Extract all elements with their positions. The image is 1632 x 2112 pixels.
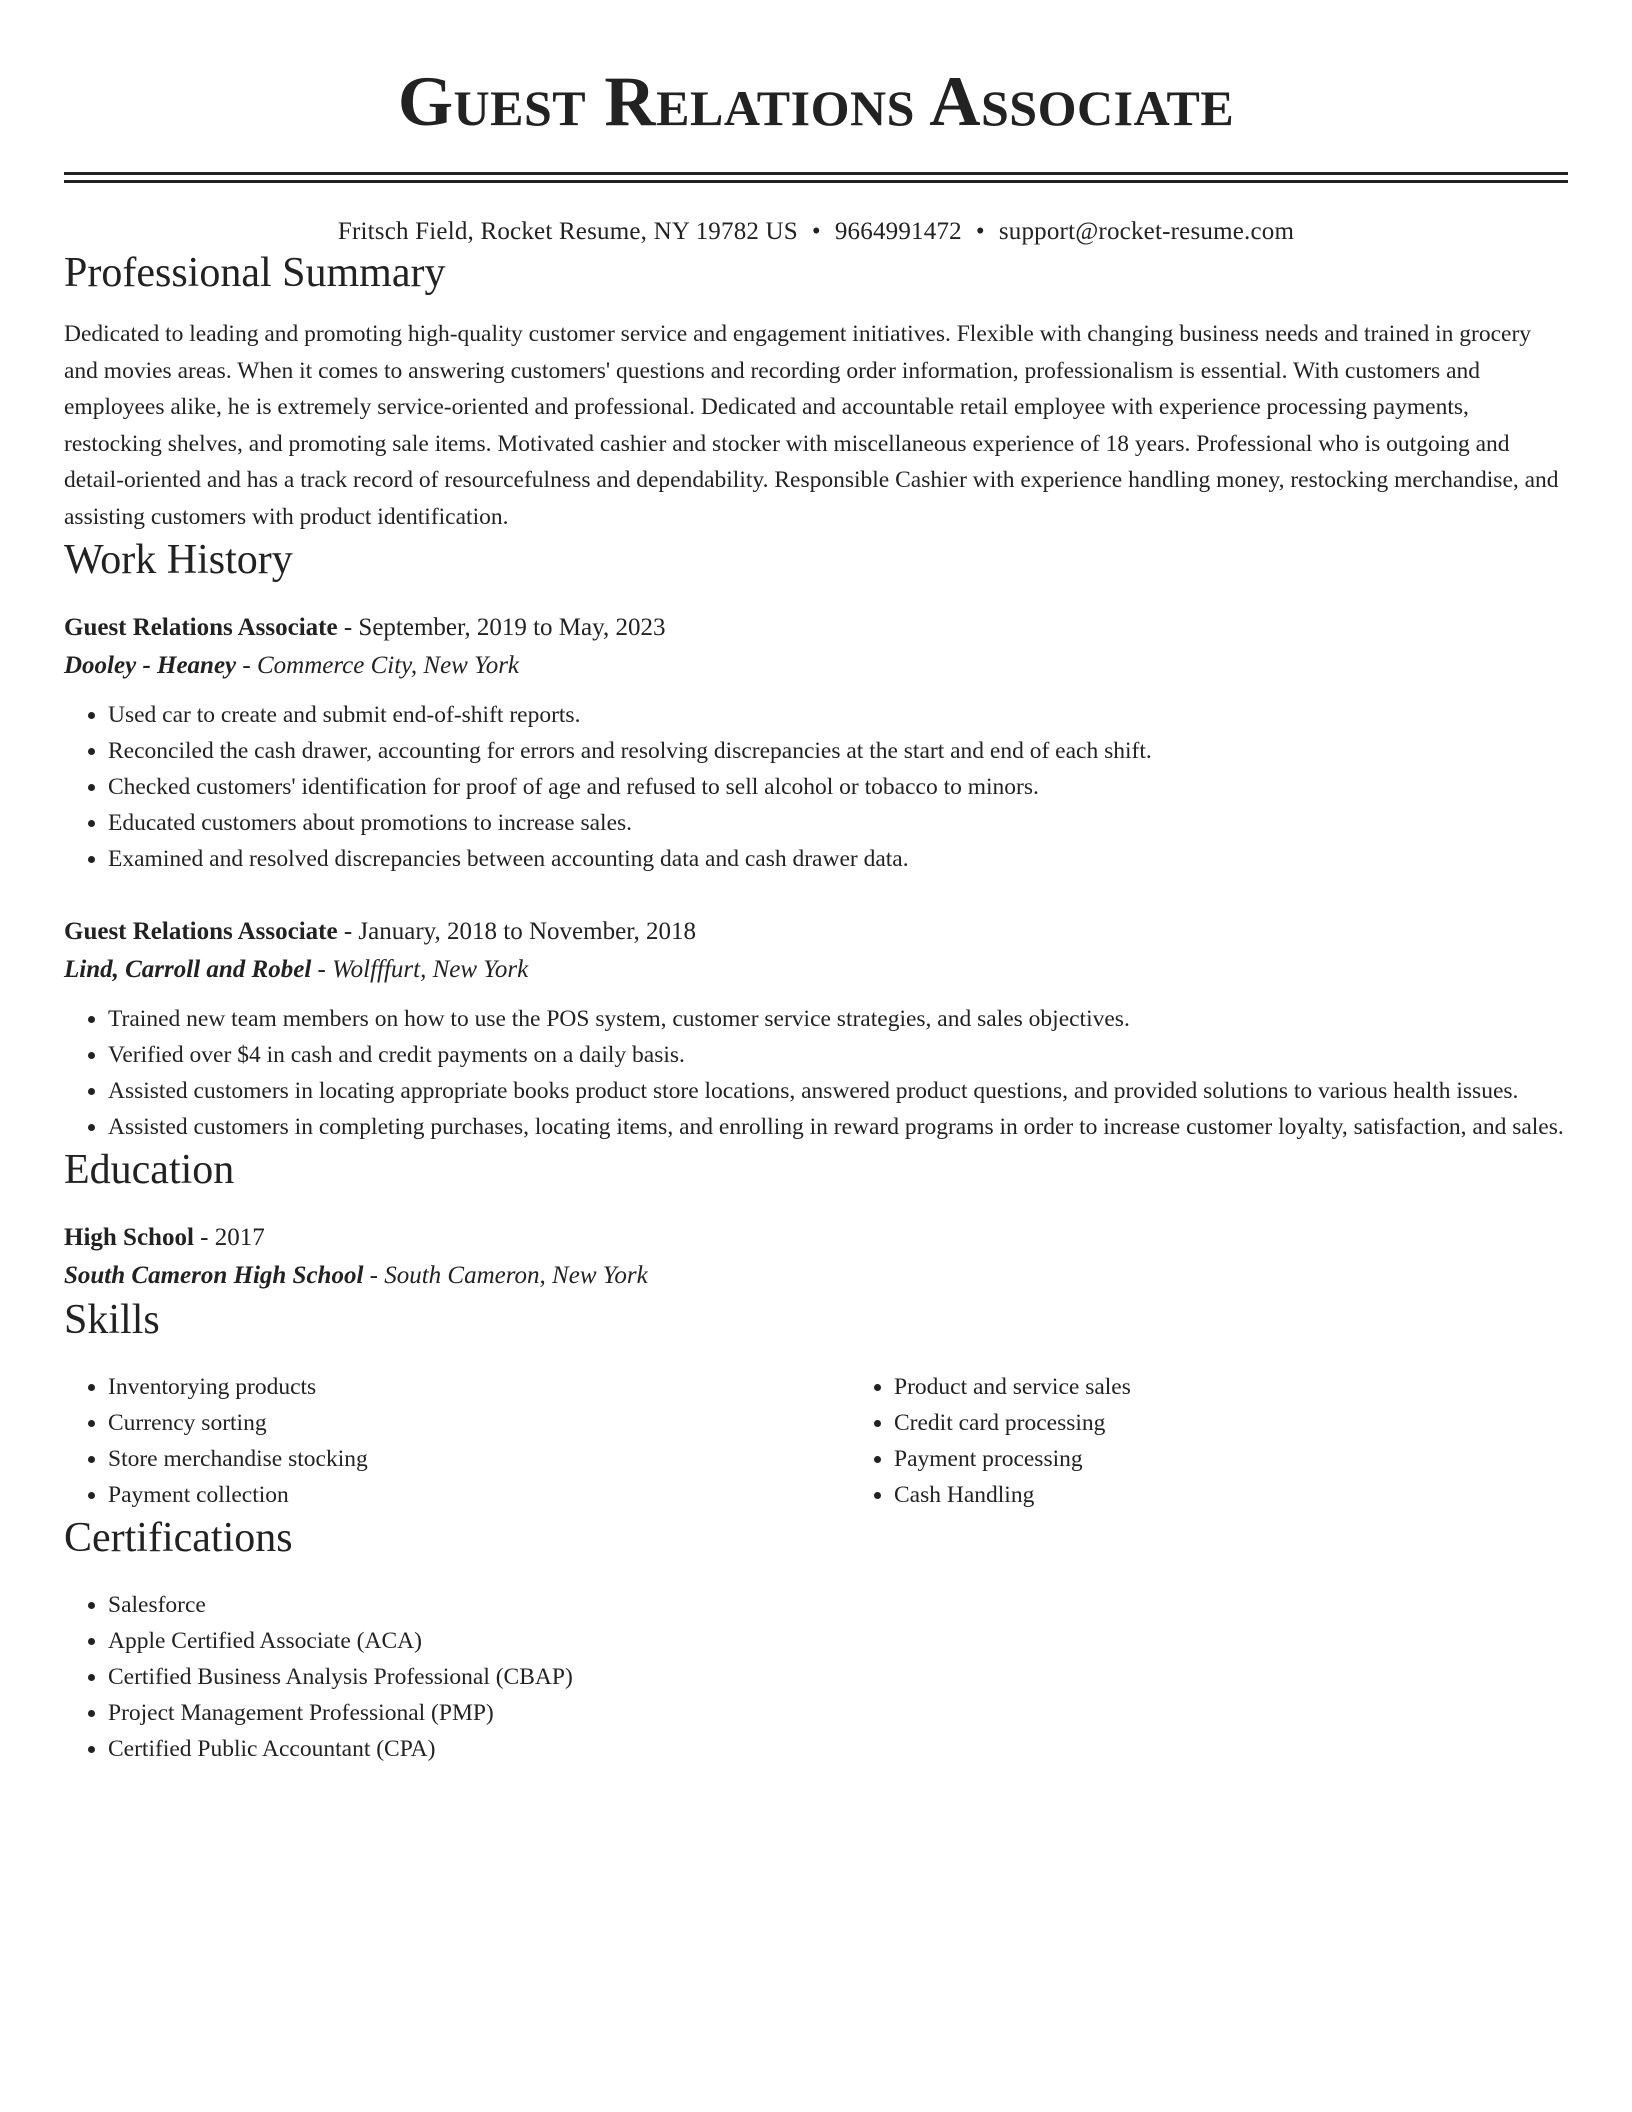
education-heading: Education <box>64 1147 235 1193</box>
contact-address: Fritsch Field, Rocket Resume, NY 19782 US <box>337 218 798 245</box>
work-history-heading: Work History <box>64 537 293 583</box>
job-bullets <box>64 697 1568 877</box>
job-title-line <box>64 913 1568 951</box>
degree-line <box>64 1219 1568 1257</box>
skills-list-left <box>64 1369 850 1513</box>
school-location: - South Cameron, New York <box>363 1262 648 1289</box>
certification-item: • Certified Public Accountant (CPA) <box>108 1731 1568 1767</box>
job-company-line <box>64 647 1568 685</box>
job-title-line <box>64 609 1568 647</box>
job-bullet: • Assisted customers in completing purchases, locating items, and enrolling in reward programs in order to increase customer loyalty, satisfaction, and sales. <box>108 1109 1568 1145</box>
certifications-list <box>64 1587 1568 1767</box>
job-bullet: • Trained new team members on how to use the POS system, customer service strategies, and sales objectives. <box>108 1001 1568 1037</box>
job-location: - Commerce City, New York <box>236 652 520 679</box>
job-location: - Wolfffurt, New York <box>311 956 529 983</box>
job-title: Guest Relations Associate <box>64 918 338 945</box>
skill-item: • Payment collection <box>108 1477 850 1513</box>
job-entry <box>64 913 1568 1145</box>
contact-separator: • <box>975 218 985 245</box>
job-bullet: • Educated customers about promotions to increase sales. <box>108 805 1568 841</box>
degree-year: - 2017 <box>193 1224 265 1251</box>
certification-item: • Apple Certified Associate (ACA) <box>108 1623 1568 1659</box>
degree: High School <box>64 1224 194 1251</box>
job-company: Lind, Carroll and Robel <box>64 956 312 983</box>
skill-item: • Cash Handling <box>894 1477 1632 1513</box>
job-bullet: • Used car to create and submit end-of-shift reports. <box>108 697 1568 733</box>
education-entry <box>64 1219 1568 1295</box>
summary-text: Dedicated to leading and promoting high-quality customer service and engagement initiatives. Flexible with changing business needs and trained in grocery and movies areas. When it comes to answering customers' questions and recording order information, professionalism is essential. With customers and employees alike, he is extremely service-oriented and professional. Dedicated and accountable retail employee with experience processing payments, restocking shelves, and promoting sale items. Motivated cashier and stocker with miscellaneous experience of 18 years. Professional who is outgoing and detail-oriented and has a track record of resourcefulness and dependability. Responsible Cashier with experience handling money, restocking merchandise, and assisting customers with product identification. <box>64 321 1559 530</box>
skills-columns <box>64 1369 1568 1513</box>
skill-item: • Store merchandise stocking <box>108 1441 850 1477</box>
job-entry <box>64 609 1568 877</box>
job-bullet: • Checked customers' identification for proof of age and refused to sell alcohol or tobacco to minors. <box>108 769 1568 805</box>
skill-item: • Currency sorting <box>108 1405 850 1441</box>
skill-item: • Inventorying products <box>108 1369 850 1405</box>
job-bullet: • Reconciled the cash drawer, accounting for errors and resolving discrepancies at the start and end of each shift. <box>108 733 1568 769</box>
job-bullet: • Assisted customers in locating appropriate books product store locations, answered product questions, and provided solutions to various health issues. <box>108 1073 1568 1109</box>
resume-title: Guest Relations Associate <box>397 63 1235 141</box>
school-line <box>64 1257 1568 1295</box>
contact-email: support@rocket-resume.com <box>998 218 1295 245</box>
summary-heading: Professional Summary <box>64 250 446 296</box>
skill-item: • Payment processing <box>894 1441 1632 1477</box>
title-double-rule <box>64 172 1568 183</box>
certification-item: • Project Management Professional (PMP) <box>108 1695 1568 1731</box>
skills-list-right <box>850 1369 1632 1513</box>
job-bullet: • Examined and resolved discrepancies between accounting data and cash drawer data. <box>108 841 1568 877</box>
job-title: Guest Relations Associate <box>64 614 338 641</box>
job-company-line <box>64 951 1568 989</box>
job-bullet: • Verified over $4 in cash and credit payments on a daily basis. <box>108 1037 1568 1073</box>
job-dates: - January, 2018 to November, 2018 <box>337 918 697 945</box>
certifications-heading: Certifications <box>64 1515 293 1561</box>
job-company: Dooley - Heaney <box>64 652 237 679</box>
certification-item: • Certified Business Analysis Professional (CBAP) <box>108 1659 1568 1695</box>
skill-item: • Credit card processing <box>894 1405 1632 1441</box>
contact-line <box>64 216 1568 248</box>
skill-item: • Product and service sales <box>894 1369 1632 1405</box>
contact-phone: 9664991472 <box>834 218 962 245</box>
skills-heading: Skills <box>64 1297 160 1343</box>
school-name: South Cameron High School <box>64 1262 364 1289</box>
certification-item: • Salesforce <box>108 1587 1568 1623</box>
contact-separator: • <box>811 218 821 245</box>
job-dates: - September, 2019 to May, 2023 <box>337 614 666 641</box>
job-bullets <box>64 1001 1568 1145</box>
